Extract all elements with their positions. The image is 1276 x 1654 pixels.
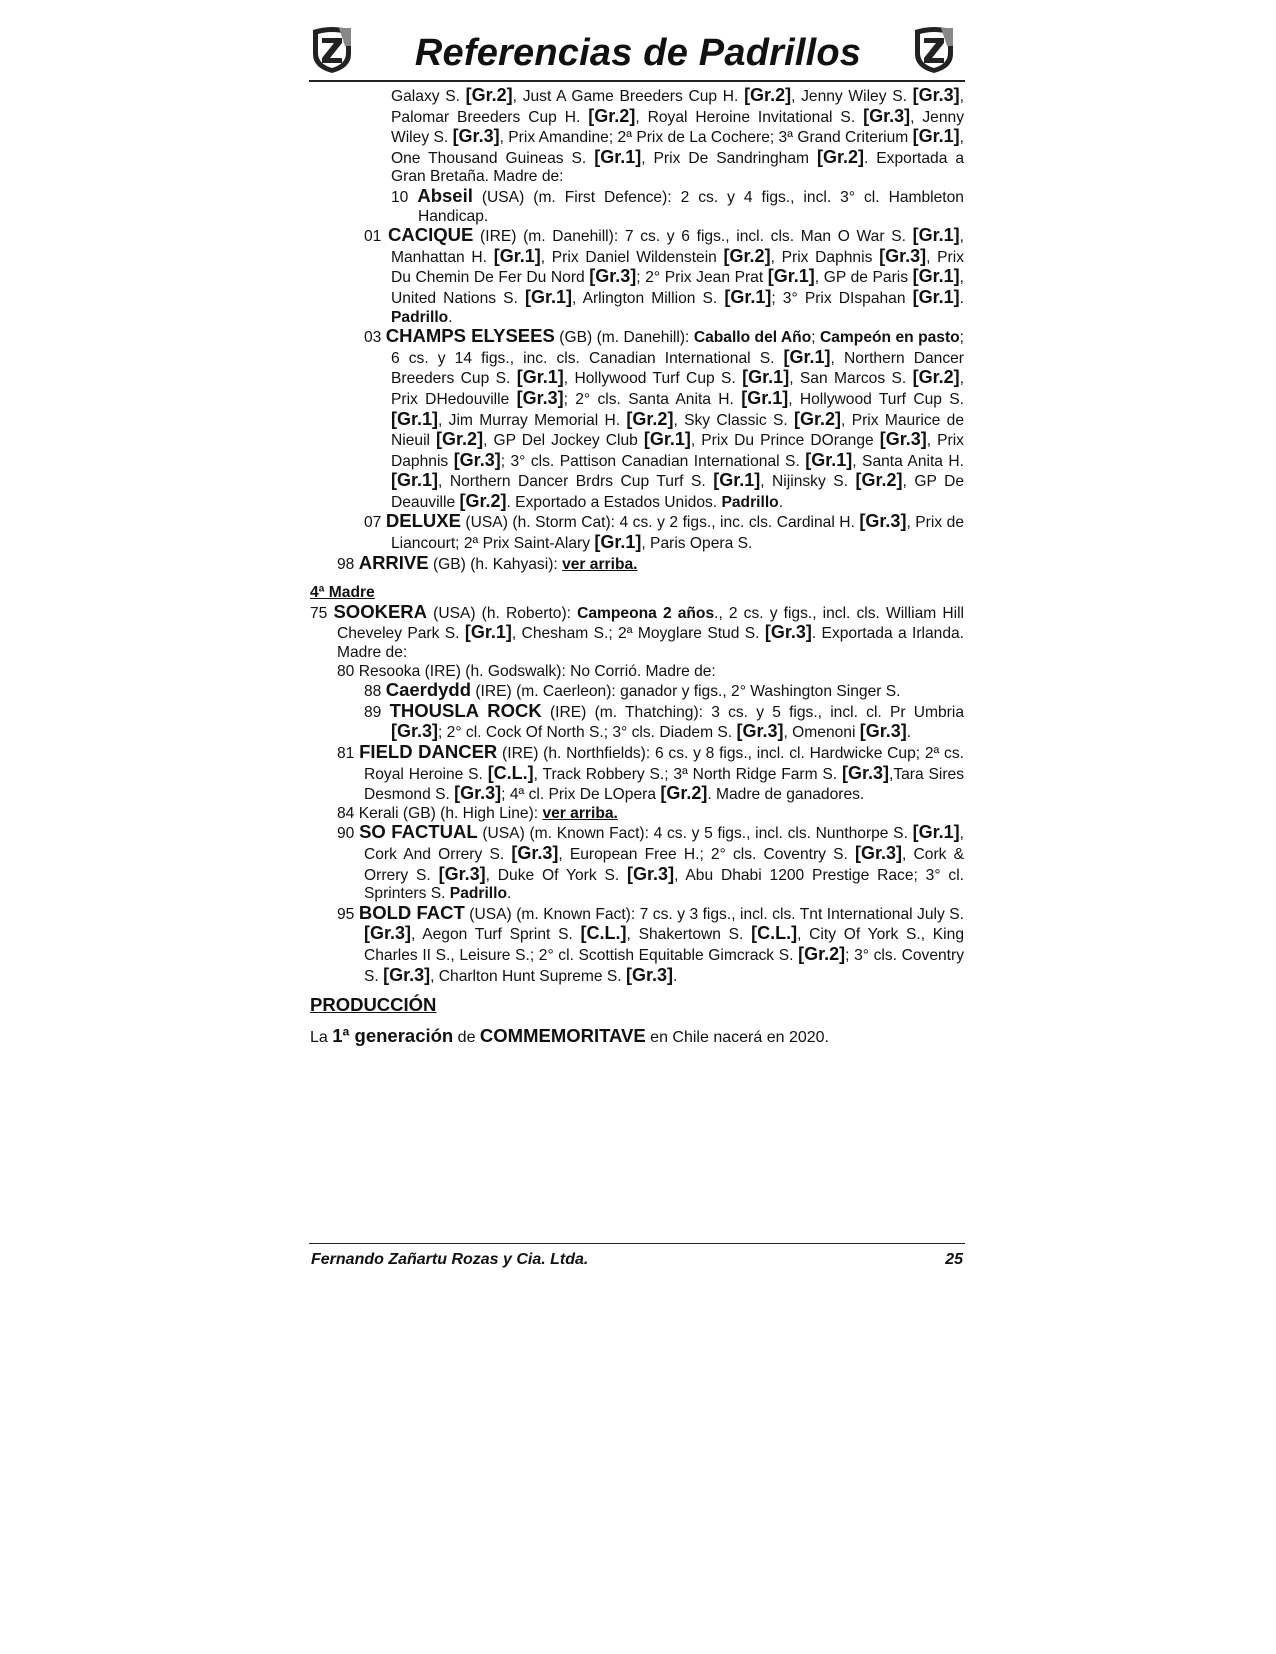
entry-text: ; 2° Prix Jean Prat [636, 269, 768, 287]
entry-text: , GP de Paris [814, 269, 913, 287]
entry-text: (USA) (m. Known Fact): 7 cs. y 3 figs., incl. cls. Tnt International July S. [464, 905, 964, 923]
grade-badge: [Gr.3] [859, 511, 907, 532]
section-heading-production: PRODUCCIÓN [310, 994, 437, 1016]
horse-name: ARRIVE [358, 551, 429, 573]
grade-badge: [C.L.] [751, 923, 798, 944]
entry-text: ., 2 cs. y figs., incl. cls. William Hill Cheveley Park S. [337, 604, 964, 643]
pedigree-entry [364, 512, 964, 553]
grade-badge: [Gr.3] [453, 449, 501, 470]
grade-badge: [Gr.3] [364, 923, 412, 944]
grade-badge: [Gr.3] [511, 842, 559, 863]
entry-text: , Prix de Liancourt; 2ª Prix Saint-Alary [391, 514, 964, 553]
entry-text: , Duke Of York S. [485, 866, 628, 884]
entry-text: (USA) (m. Known Fact): 4 cs. y 5 figs., incl. cls. Nunthorpe S. [477, 825, 913, 843]
entry-text: (USA) (m. First Defence): 2 cs. y 4 figs., incl. 3° cl. Hambleton Handicap. [418, 188, 964, 225]
pedigree-entry [391, 86, 964, 187]
entry-text: , Sky Classic S. [673, 411, 795, 429]
reference-link-text: ver arriba. [562, 555, 638, 573]
entry-text: , European Free H.; 2° cls. Coventry S. [558, 845, 855, 863]
entry-text: . [906, 724, 912, 742]
entry-text: , Prix DHedouville [391, 370, 965, 408]
entry-text: , City Of York S., King Charles II S., Leisure S.; 2° cl. Scottish Equitable Gimcrack S. [364, 926, 964, 964]
pedigree-entry [391, 184, 964, 226]
entry-year: 89 [364, 703, 382, 721]
grade-badge: [Gr.1] [912, 266, 960, 287]
section-heading-fourth-dam: 4ª Madre [310, 584, 375, 602]
entry-text: , Shakertown S. [626, 926, 752, 944]
grade-badge: [Gr.1] [783, 346, 831, 367]
grade-badge: [Gr.1] [912, 225, 960, 246]
entry-year: 75 [310, 604, 328, 622]
production-sire-name: COMMEMORITAVE [479, 1024, 646, 1046]
grade-badge: [Gr.2] [660, 783, 708, 804]
entry-year: 80 [337, 662, 355, 680]
entry-year: 84 [337, 804, 355, 822]
grade-badge: [Gr.3] [452, 126, 500, 147]
grade-badge: [Gr.1] [493, 245, 541, 266]
entry-year: 07 [364, 514, 382, 532]
entry-text: ; [811, 329, 820, 347]
entry-text: (IRE) (m. Thatching): 3 cs. y 5 figs., incl. cl. Pr Umbria [541, 703, 964, 721]
entry-text: , Omenoni [783, 724, 860, 742]
production-text-part: de [453, 1028, 480, 1046]
entry-text: , Nijinsky S. [760, 473, 856, 491]
entry-year: 03 [364, 329, 382, 347]
pedigree-entry [337, 743, 964, 805]
grade-badge: [Gr.3] [391, 721, 439, 742]
pedigree-entry [337, 901, 965, 986]
grade-badge: [Gr.2] [465, 85, 513, 105]
page-number: 25 [945, 1251, 963, 1268]
entry-text: , Cork And Orrery S. [364, 825, 964, 863]
entry-text: , Hollywood Turf Cup S. [788, 390, 964, 408]
entry-text: (USA) (h. Storm Cat): 4 cs. y 2 figs., inc. cls. Cardinal H. [460, 514, 860, 532]
entry-text: ,Tara Sires Desmond S. [364, 765, 965, 804]
grade-badge: [Gr.1] [742, 367, 790, 388]
production-text-part: en Chile nacerá en 2020. [645, 1028, 829, 1046]
entry-text: , Chesham S.; 2ª Moyglare Stud S. [511, 625, 765, 643]
pedigree-entry [337, 551, 964, 575]
grade-badge: [Gr.1] [464, 622, 512, 643]
grade-badge: [Gr.2] [436, 429, 484, 450]
entry-text: , Palomar Breeders Cup H. [391, 88, 964, 126]
production-text-part: La [310, 1028, 333, 1046]
entry-text: (IRE) (m. Danehill): 7 cs. y 6 figs., incl. cls. Man O War S. [473, 228, 913, 246]
entry-text: , Charlton Hunt Supreme S. [430, 967, 626, 985]
entry-text: . Exportada a Gran Bretaña. Madre de: [391, 149, 964, 186]
grade-badge: [Gr.1] [391, 470, 439, 491]
entry-text: , Prix De Sandringham [641, 149, 817, 167]
entry-text: ; 3° Prix DIspahan [771, 289, 913, 307]
entry-year: 10 [391, 188, 409, 206]
grade-badge: [C.L.] [580, 923, 627, 944]
entry-text: ; 6 cs. y 14 figs., inc. cls. Canadian International S. [391, 329, 965, 367]
grade-badge: [Gr.3] [863, 105, 911, 126]
grade-badge: [Gr.3] [383, 964, 431, 985]
entry-text: . [778, 493, 784, 511]
entry-text: , One Thousand Guineas S. [391, 129, 964, 167]
entry-text: , Aegon Turf Sprint S. [411, 926, 581, 944]
grade-badge: [Gr.2] [798, 943, 846, 964]
grade-badge: [Gr.1] [767, 266, 815, 287]
grade-badge: [Gr.2] [855, 470, 903, 491]
horse-name: SO FACTUAL [359, 821, 478, 843]
entry-text: , Northern Dancer Brdrs Cup Turf S. [438, 473, 714, 491]
grade-badge: [Gr.1] [713, 470, 761, 491]
entry-year: 81 [337, 745, 355, 762]
horse-name: Abseil [417, 184, 473, 206]
header-rule [309, 80, 965, 82]
entry-text: , Prix Daphnis [391, 432, 964, 470]
entry-text: , Prix Amandine; 2ª Prix de La Cochere; 3ª Grand Criterium [499, 129, 913, 147]
horse-name: Caerdydd [385, 679, 472, 701]
grade-badge: [Gr.1] [524, 286, 572, 307]
entry-text: , Prix Maurice de Nieuil [391, 411, 964, 450]
grade-badge: [Gr.3] [859, 721, 907, 742]
grade-badge: [Gr.3] [764, 622, 812, 643]
grade-badge: [Gr.1] [912, 126, 960, 147]
entry-text: , Prix Daphnis [770, 248, 880, 266]
entry-text: , Just A Game Breeders Cup H. [512, 88, 745, 105]
pedigree-entry [337, 823, 964, 903]
horse-name: SOOKERA [333, 600, 428, 622]
entry-text: , Track Robbery S.; 3ª North Ridge Farm S. [533, 765, 842, 783]
entry-text: Kerali (GB) (h. High Line): [358, 804, 543, 822]
entry-text: ; 4ª cl. Prix De LOpera [501, 786, 661, 804]
entry-year: 88 [364, 683, 382, 701]
pedigree-entry [364, 681, 964, 702]
bold-text: Padrillo [721, 493, 779, 511]
grade-badge: [Gr.3] [855, 842, 903, 863]
pedigree-body [310, 86, 964, 1047]
grade-badge: [Gr.1] [805, 449, 853, 470]
entry-text: , Cork & Orrery S. [364, 845, 964, 884]
entry-text: , Paris Opera S. [641, 535, 753, 553]
horse-name: FIELD DANCER [359, 741, 498, 762]
third-dam-progeny [310, 86, 964, 574]
entry-text: ; 2° cls. Santa Anita H. [563, 390, 742, 408]
entry-text: , Prix Du Prince DOrange [690, 432, 880, 450]
entry-text: , GP Del Jockey Club [483, 432, 644, 450]
entry-year: 90 [337, 825, 355, 843]
horse-name: CACIQUE [388, 224, 474, 246]
pedigree-entry [364, 327, 964, 512]
bold-text: Campeón en pasto [820, 329, 960, 347]
footer-rule [309, 1243, 965, 1244]
entry-text: ; 3° cls. Coventry S. [364, 946, 965, 985]
entry-text: . Exportada a Irlanda. Madre de: [337, 625, 965, 662]
grade-badge: [Gr.2] [626, 408, 674, 429]
entry-text: , San Marcos S. [789, 370, 913, 388]
grade-badge: [Gr.1] [912, 286, 960, 307]
entry-year: 01 [364, 228, 382, 246]
entry-text: , Prix Du Chemin De Fer Du Nord [391, 248, 964, 287]
entry-text: (IRE) (m. Caerleon): ganador y figs., 2° Washington Singer S. [471, 683, 901, 701]
entry-text: . Exportado a Estados Unidos. [506, 493, 722, 511]
grade-badge: [Gr.3] [589, 266, 637, 287]
grade-badge: [Gr.2] [912, 367, 960, 388]
grade-badge: [Gr.1] [643, 429, 691, 450]
entry-text: , Hollywood Turf Cup S. [563, 370, 743, 388]
grade-badge: [Gr.1] [594, 146, 642, 167]
entry-text: , Jenny Wiley S. [791, 88, 913, 105]
grade-badge: [Gr.1] [516, 367, 564, 388]
entry-text: . [448, 308, 453, 326]
grade-badge: [Gr.2] [816, 146, 864, 167]
bold-text: Caballo del Año [693, 329, 812, 347]
entry-text: Resooka (IRE) (h. Godswalk): No Corrió. Madre de: [358, 662, 716, 680]
grade-badge: [Gr.3] [627, 863, 675, 884]
grade-badge: [Gr.1] [724, 286, 772, 307]
grade-badge: [Gr.3] [625, 964, 673, 985]
grade-badge: [Gr.3] [454, 783, 502, 804]
pedigree-entry [364, 699, 964, 743]
grade-badge: [Gr.3] [841, 762, 889, 783]
bold-text: Padrillo [391, 308, 449, 326]
entry-text: , Northern Dancer Breeders Cup S. [391, 349, 964, 388]
horse-name: BOLD FACT [358, 901, 465, 923]
entry-text: . [673, 967, 678, 985]
entry-text: ; 2° cl. Cock Of North S.; 3° cls. Diadem S. [438, 724, 737, 742]
entry-text: , Santa Anita H. [852, 452, 965, 470]
entry-text: . [959, 289, 964, 307]
production-generation: 1ª generación [332, 1024, 454, 1046]
grade-badge: [Gr.3] [912, 85, 960, 105]
grade-badge: [Gr.2] [744, 85, 792, 105]
grade-badge: [Gr.3] [879, 245, 927, 266]
entry-year: 95 [337, 905, 355, 923]
reference-link-text: ver arriba. [542, 804, 618, 822]
entry-text: , Arlington Million S. [572, 289, 725, 307]
grade-badge: [C.L.] [487, 762, 534, 783]
grade-badge: [Gr.1] [912, 822, 960, 843]
horse-name: DELUXE [385, 510, 461, 532]
entry-text: (IRE) (h. Northfields): 6 cs. y 8 figs., incl. cl. Hardwicke Cup; 2ª cs. Royal Heroine S. [364, 745, 964, 783]
grade-badge: [Gr.1] [391, 408, 439, 429]
grade-badge: [Gr.2] [459, 490, 507, 511]
bold-text: Padrillo [449, 885, 507, 903]
production-text [310, 1024, 964, 1048]
grade-badge: [Gr.2] [794, 408, 842, 429]
grade-badge: [Gr.3] [736, 721, 784, 742]
grade-badge: [Gr.1] [741, 387, 789, 408]
horse-name: CHAMPS ELYSEES [385, 325, 555, 347]
entry-text: , Prix Daniel Wildenstein [540, 248, 724, 266]
entry-text: , Jim Murray Memorial H. [438, 411, 627, 429]
grade-badge: [Gr.1] [594, 532, 642, 553]
entry-text: ; 3° cls. Pattison Canadian International S. [500, 452, 806, 470]
entry-text: . [507, 885, 512, 903]
entry-text: , GP De Deauville [391, 473, 964, 511]
entry-text: Galaxy S. [391, 88, 466, 105]
entry-text: (GB) (h. Kahyasi): [428, 555, 563, 573]
footer-company: Fernando Zañartu Rozas y Cia. Ltda. [311, 1251, 589, 1268]
entry-text: , Manhattan H. [391, 228, 964, 266]
horse-name: THOUSLA ROCK [389, 699, 542, 721]
entry-text: (GB) (m. Danehill): [554, 329, 694, 347]
pedigree-entry [310, 600, 965, 663]
entry-year: 98 [337, 555, 355, 573]
entry-text: , United Nations S. [391, 269, 964, 307]
bold-text: Campeona 2 años [577, 604, 715, 622]
page-title: Referencias de Padrillos [414, 32, 862, 74]
entry-text: , Abu Dhabi 1200 Prestige Race; 3° cl. Sprinters S. [364, 866, 964, 903]
grade-badge: [Gr.3] [516, 387, 564, 408]
pedigree-entry [364, 226, 964, 327]
entry-text: , Royal Heroine Invitational S. [635, 108, 864, 126]
fourth-dam-progeny [310, 600, 965, 986]
grade-badge: [Gr.2] [588, 105, 636, 126]
entry-text: , Jenny Wiley S. [391, 108, 964, 147]
grade-badge: [Gr.2] [723, 245, 771, 266]
grade-badge: [Gr.3] [438, 863, 486, 884]
entry-text: . Madre de ganadores. [707, 786, 865, 804]
grade-badge: [Gr.3] [879, 429, 927, 450]
entry-text: (USA) (h. Roberto): [427, 604, 578, 622]
